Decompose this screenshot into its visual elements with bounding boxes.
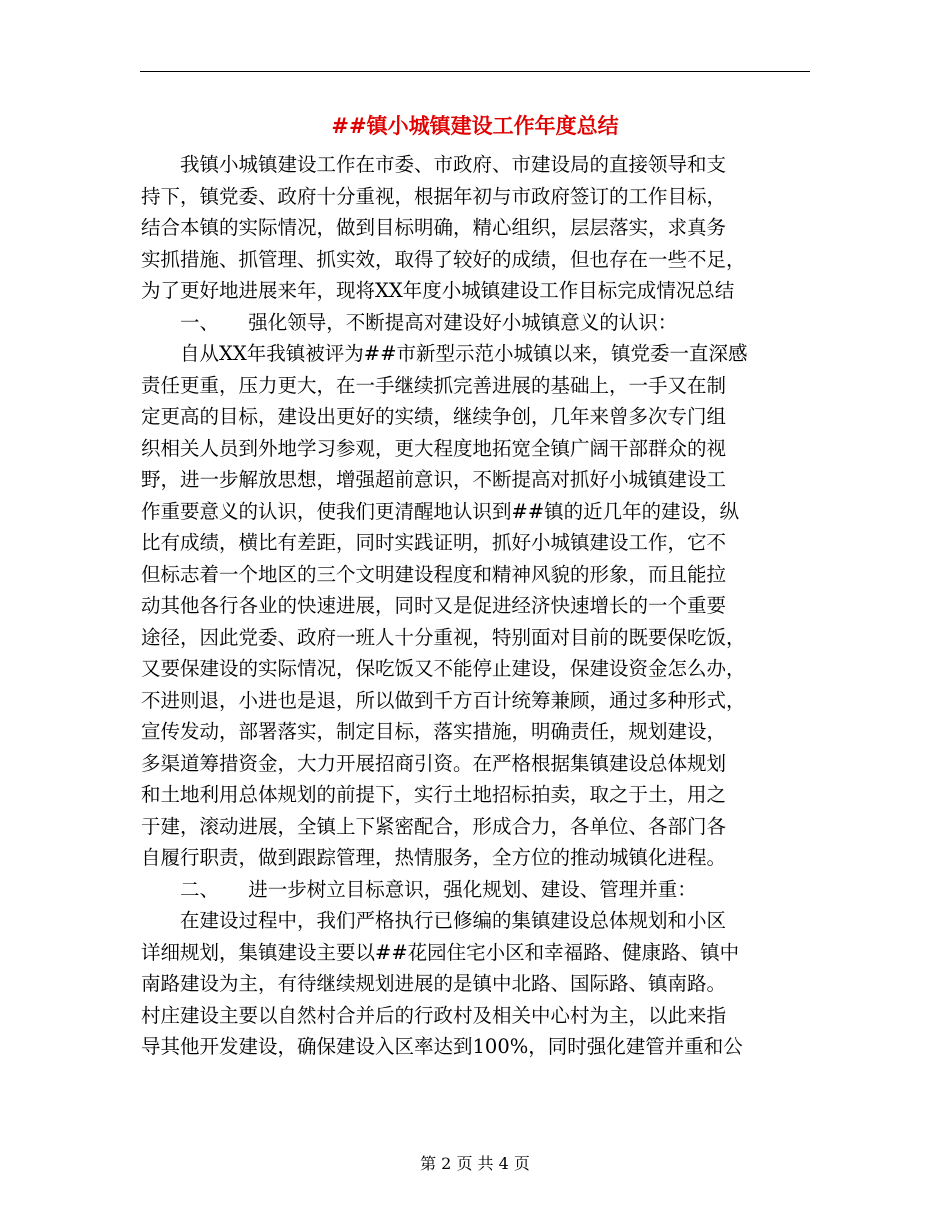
document-body xyxy=(141,149,803,1063)
body-line: 实抓措施、抓管理、抓实效，取得了较好的成绩，但也存在一些不足， xyxy=(141,247,746,271)
body-line: 为了更好地进展来年，现将XX年度小城镇建设工作目标完成情况总结 xyxy=(141,279,735,302)
body-line: 作重要意义的认识，使我们更清醒地认识到##镇的近几年的建设，纵 xyxy=(141,499,740,523)
body-line: 南路建设为主，有待继续规划进展的是镇中北路、国际路、镇南路。 xyxy=(141,972,727,995)
body-line: 多渠道筹措资金，大力开展招商引资。在严格根据集镇建设总体规划 xyxy=(141,751,727,775)
body-line: 在建设过程中，我们严格执行已修编的集镇建设总体规划和小区 xyxy=(141,909,727,932)
body-line: 导其他开发建设，确保建设入区率达到100%，同时强化建管并重和公 xyxy=(141,1035,743,1058)
body-line: 和土地利用总体规划的前提下，实行土地招标拍卖，取之于土，用之 xyxy=(141,783,727,806)
body-line: 持下，镇党委、政府十分重视，根据年初与市政府签订的工作目标， xyxy=(141,184,727,208)
body-line: 但标志着一个地区的三个文明建设程度和精神风貌的形象，而且能拉 xyxy=(141,562,727,586)
footer-suffix: 页 xyxy=(513,1154,530,1173)
body-line: 野，进一步解放思想，增强超前意识，不断提高对抓好小城镇建设工 xyxy=(141,468,727,491)
body-line: 详细规划，集镇建设主要以##花园住宅小区和幸福路、健康路、镇中 xyxy=(141,940,740,964)
body-line: 动其他各行各业的快速进展，同时又是促进经济快速增长的一个重要 xyxy=(141,594,727,617)
footer-prefix: 第 xyxy=(420,1154,437,1173)
body-line: 一、 强化领导，不断提高对建设好小城镇意义的认识： xyxy=(141,310,678,334)
footer-current-page: 2 xyxy=(441,1154,452,1173)
body-line: 于建，滚动进展，全镇上下紧密配合，形成合力，各单位、各部门各 xyxy=(141,814,727,838)
body-line: 二、 进一步树立目标意识，强化规划、建设、管理并重： xyxy=(141,877,697,901)
body-line: 又要保建设的实际情况，保吃饭又不能停止建设，保建设资金怎么办， xyxy=(141,657,746,680)
body-line: 比有成绩，横比有差距，同时实践证明，抓好小城镇建设工作，它不 xyxy=(141,531,727,554)
body-line: 自从XX年我镇被评为##市新型示范小城镇以来，镇党委一直深感 xyxy=(141,342,748,365)
document-title: ##镇小城镇建设工作年度总结 xyxy=(331,113,619,138)
footer-middle: 页 共 xyxy=(456,1154,494,1173)
header-rule xyxy=(140,71,810,72)
body-line: 结合本镇的实际情况，做到目标明确，精心组织，层层落实，求真务 xyxy=(141,216,727,239)
body-line: 宣传发动，部署落实，制定目标，落实措施，明确责任，规划建设， xyxy=(141,720,727,743)
body-line: 村庄建设主要以自然村合并后的行政村及相关中心村为主，以此来指 xyxy=(141,1003,727,1027)
body-line: 定更高的目标，建设出更好的实绩，继续争创，几年来曾多次专门组 xyxy=(141,405,727,428)
body-line: 不进则退，小进也是退，所以做到千方百计统筹兼顾，通过多种形式， xyxy=(141,688,746,712)
page-footer xyxy=(140,1152,810,1176)
footer-total-pages: 4 xyxy=(498,1154,509,1173)
body-line: 自履行职责，做到跟踪管理，热情服务，全方位的推动城镇化进程。 xyxy=(141,846,727,869)
body-line: 我镇小城镇建设工作在市委、市政府、市建设局的直接领导和支 xyxy=(141,153,727,176)
body-line: 织相关人员到外地学习参观，更大程度地拓宽全镇广阔干部群众的视 xyxy=(141,436,727,460)
body-line: 途径，因此党委、政府一班人十分重视，特别面对目前的既要保吃饭， xyxy=(141,625,746,649)
body-line: 责任更重，压力更大，在一手继续抓完善进展的基础上，一手又在制 xyxy=(141,373,727,397)
